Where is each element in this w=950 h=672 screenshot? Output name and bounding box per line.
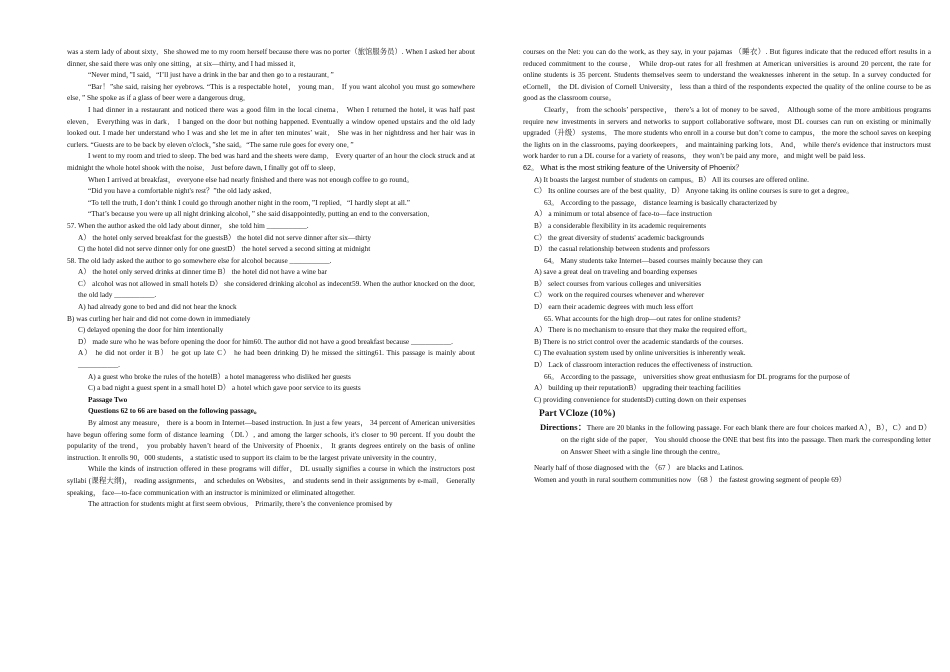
left-paragraph-22: Passage Two [88,394,128,404]
right-paragraph-19: D） Lack of classroom interaction reduces the effectiveness of instruction. [534,360,753,370]
right-paragraph-10: 64。 Many students take Internet—based courses mainly because they can [544,255,763,265]
cloze-line-1: Nearly half of those diagnosed with the （67 ） are blacks and Latinos. [534,463,744,473]
right-column [523,46,931,485]
right-paragraph-11: A) save a great deal on traveling and boarding expenses [534,267,698,277]
left-paragraph-23: Questions 62 to 66 are based on the following passage。 [88,406,262,416]
right-paragraph-8: C） the great diversity of students' academic backgrounds [534,232,705,242]
left-paragraph-7: “To tell the truth, I don’t think I could go through another night in the room，”I replied．“I hardly slept at all.” [88,197,410,207]
left-paragraph-11: C) the hotel did not serve dinner only for one guestD） the hotel served a second sitting at midnight [78,244,371,254]
right-paragraph-17: B) There is no strict control over the academic standards of the courses. [534,336,744,346]
left-paragraph-9: 57. When the author asked the old lady about dinner， she told him ___________. [67,220,309,230]
left-column [67,46,475,510]
right-paragraph-7: B） a considerable flexibility in its academic requirements [534,220,707,230]
right-paragraph-6: A） a minimum or total absence of face-to—face instruction [534,209,712,219]
right-paragraph-20: 66。 According to the passage， universities show great enthusiasm for DL programs for the purpose of [544,371,850,381]
left-paragraph-14: C） alcohol was not allowed in small hotels D） she considered drinking alcohol as indecent59. When the author knocked on the door, the old lady ___________. [78,278,475,300]
left-paragraph-8: “That’s because you were up all night drinking alcohol，” she said disappointedly, putting an end to the conversation． [88,209,435,219]
right-paragraph-1: Clearly， from the schools’ perspective， there’s a lot of money to be saved． Although some of the more ambitious programs require new investments in servers and networks to support collaborative software, most DL courses can run on existing or minimally upgraded（升级） systems． The more students who enroll in a course but don’t come to campus， the more the school saves on keeping the lights on in the classrooms, paying doorkeepers， and maintaining parking lots． And， while there's evidence that instructors must work harder to run a DL course for a variety of reasons， they won’t be paid any more，and might well be paid less. [523,104,931,161]
left-paragraph-1: “Never mind，”I said，“I’ll just have a drink in the bar and then go to a restaurant．” [88,70,334,80]
right-paragraph-14: D） earn their academic degrees with much less effort [534,302,694,312]
right-paragraph-22: C) providing convenience for studentsD) cutting down on their expenses [534,394,747,404]
left-paragraph-20: A) a guest who broke the rules of the hotelB）a hotel manageress who disliked her guests [88,371,351,381]
directions-text: There are 20 blanks in the following passage. For each blank there are four choices marked A），B），C）and D） on the right side of the paper． You should choose the ONE that best fits into the passage. Then mark the corresponding letter on Answer Sheet with a single line through the centre。 [561,423,931,456]
directions-label: Directions： [540,422,587,433]
left-paragraph-6: “Did you have a comfortable night's rest？”the old lady asked． [88,186,277,196]
left-paragraph-0: was a stern lady of about sixty．She showed me to my room herself because there was no porter（旅馆服务员）. When I asked her about dinner, she said there was only one sitting，at six—thirty, and I had missed it． [67,47,475,68]
left-paragraph-21: C) a bad night a guest spent in a small hotel D） a hotel which gave poor service to its guests [88,383,361,393]
right-paragraph-13: C） work on the required courses whenever and wherever [534,290,705,300]
passage-two-continued [523,46,931,405]
left-paragraph-10: A） the hotel only served breakfast for the guestsB） the hotel did not serve dinner after six—thirty [78,232,372,242]
right-paragraph-4: C） Its online courses are of the best quality．D） Anyone taking its online courses is sure to get a degree。 [534,186,854,196]
left-paragraph-3: I had dinner in a restaurant and noticed there was a good film in the local cinema． When I returned the hotel, it was half past eleven． Everything was in dark． I banged on the door but nothing happened. Eventually a window opened upstairs and the old lady looked out. I made her understand who I was and she let me in after ten minutes’ wait． She was in her nightdress and her hair was in curlers. “Guests are to be back by eleven o'clock，”she said。“The same rule goes for every one．” [67,104,475,149]
left-paragraph-4: I went to my room and tried to sleep. The bed was hard and the sheets were damp． Every quarter of an hour the clock struck and at midnight the whole hotel shook with the noise． Just before dawn, I finally got off to sleep． [67,151,475,172]
right-paragraph-16: A） There is no mechanism to ensure that they make the required effort。 [534,325,752,335]
left-paragraph-26: The attraction for students might at first seem obvious． Primarily, there’s the convenience promised by [88,499,393,509]
right-paragraph-9: D） the casual relationship between students and professors [534,244,710,254]
cloze-heading: Part VCloze (10%) [539,409,616,420]
left-paragraph-5: When I arrived at breakfast， everyone else had nearly finished and there was not enough coffee to go round。 [88,174,414,184]
right-paragraph-15: 65. What accounts for the high drop—out rates for online students? [544,313,741,323]
right-paragraph-2: 62。 What is the most striking feature of the University of Phoenix？ [523,162,743,172]
left-paragraph-13: A） the hotel only served drinks at dinner time B） the hotel did not have a wine bar [78,267,328,277]
cloze-line-2: Women and youth in rural southern communities now （68 ） the fastest growing segment of people 69） [534,474,846,484]
left-paragraph-19: A） he did not order it B） he got up late C） he had been drinking D) he missed the sitting61. This passage is mainly about ___________. [78,348,475,370]
right-paragraph-0: courses on the Net: you can do the work, as they say, in your pajamas （睡衣）. But figures indicate that the reduced effort results in a reduced commitment to the course． While drop-out rates for all freshmen at American universities is around 20 percent, the rate for online students is 35 percent. Students themselves seem to understand the weaknesses inherent in the setup. In a survey conducted for eCornell， the DL division of Cornell University， less than a third of the respondents expected the quality of the online course to be as good as the classroom course。 [523,47,931,103]
left-paragraph-17: C) delayed opening the door for him intentionally [78,325,224,335]
right-paragraph-18: C) The evaluation system used by online universities is inherently weak. [534,348,746,358]
left-paragraph-25: While the kinds of instruction offered in these programs will differ， DL usually signifies a course in which the instructors post syllabi (课程大纲)， reading assignments， and schedules on Websites， and students send in their assignments by e-mail． Generally speaking， face—to-face communication with an instructor is minimized or eliminated altogether. [67,464,475,497]
left-paragraph-18: D） made sure who he was before opening the door for him60. The author did not have a good breakfast because ___________. [78,336,453,346]
cloze-directions [523,422,931,457]
left-paragraph-15: A) had already gone to bed and did not hear the knock [78,302,237,312]
right-paragraph-5: 63。 According to the passage， distance learning is basically characterized by [544,197,778,207]
right-paragraph-21: A） building up their reputationB） upgrading their teaching facilities [534,383,741,393]
right-paragraph-3: A) It boasts the largest number of students on campus。B） All its courses are offered online. [534,174,809,184]
right-paragraph-12: B） select courses from various colleges and universities [534,278,702,288]
left-paragraph-16: B) was curling her hair and did not come down in immediately [67,313,251,323]
left-paragraph-24: By almost any measure， there is a boom in Internet—based instruction. In just a few years， 34 percent of American universities have begun offering some form of distance learning （DL）, and among the larger schools, it's closer to 90 percent. If you doubt the popularity of the trend， you probably haven’t heard of the University of Phoenix． It grants degrees entirely on the basis of online instruction. It enrolls 90，000 students， a statistic used to support its claim to be the largest private university in the country． [67,418,475,462]
left-paragraph-12: 58. The old lady asked the author to go somewhere else for alcohol because ___________. [67,255,332,265]
left-paragraph-2: “Bar！”she said, raising her eyebrows. “This is a respectable hotel， young man． If you want alcohol you must go somewhere else．” She spoke as if a glass of beer were a dangerous drug． [67,81,475,103]
